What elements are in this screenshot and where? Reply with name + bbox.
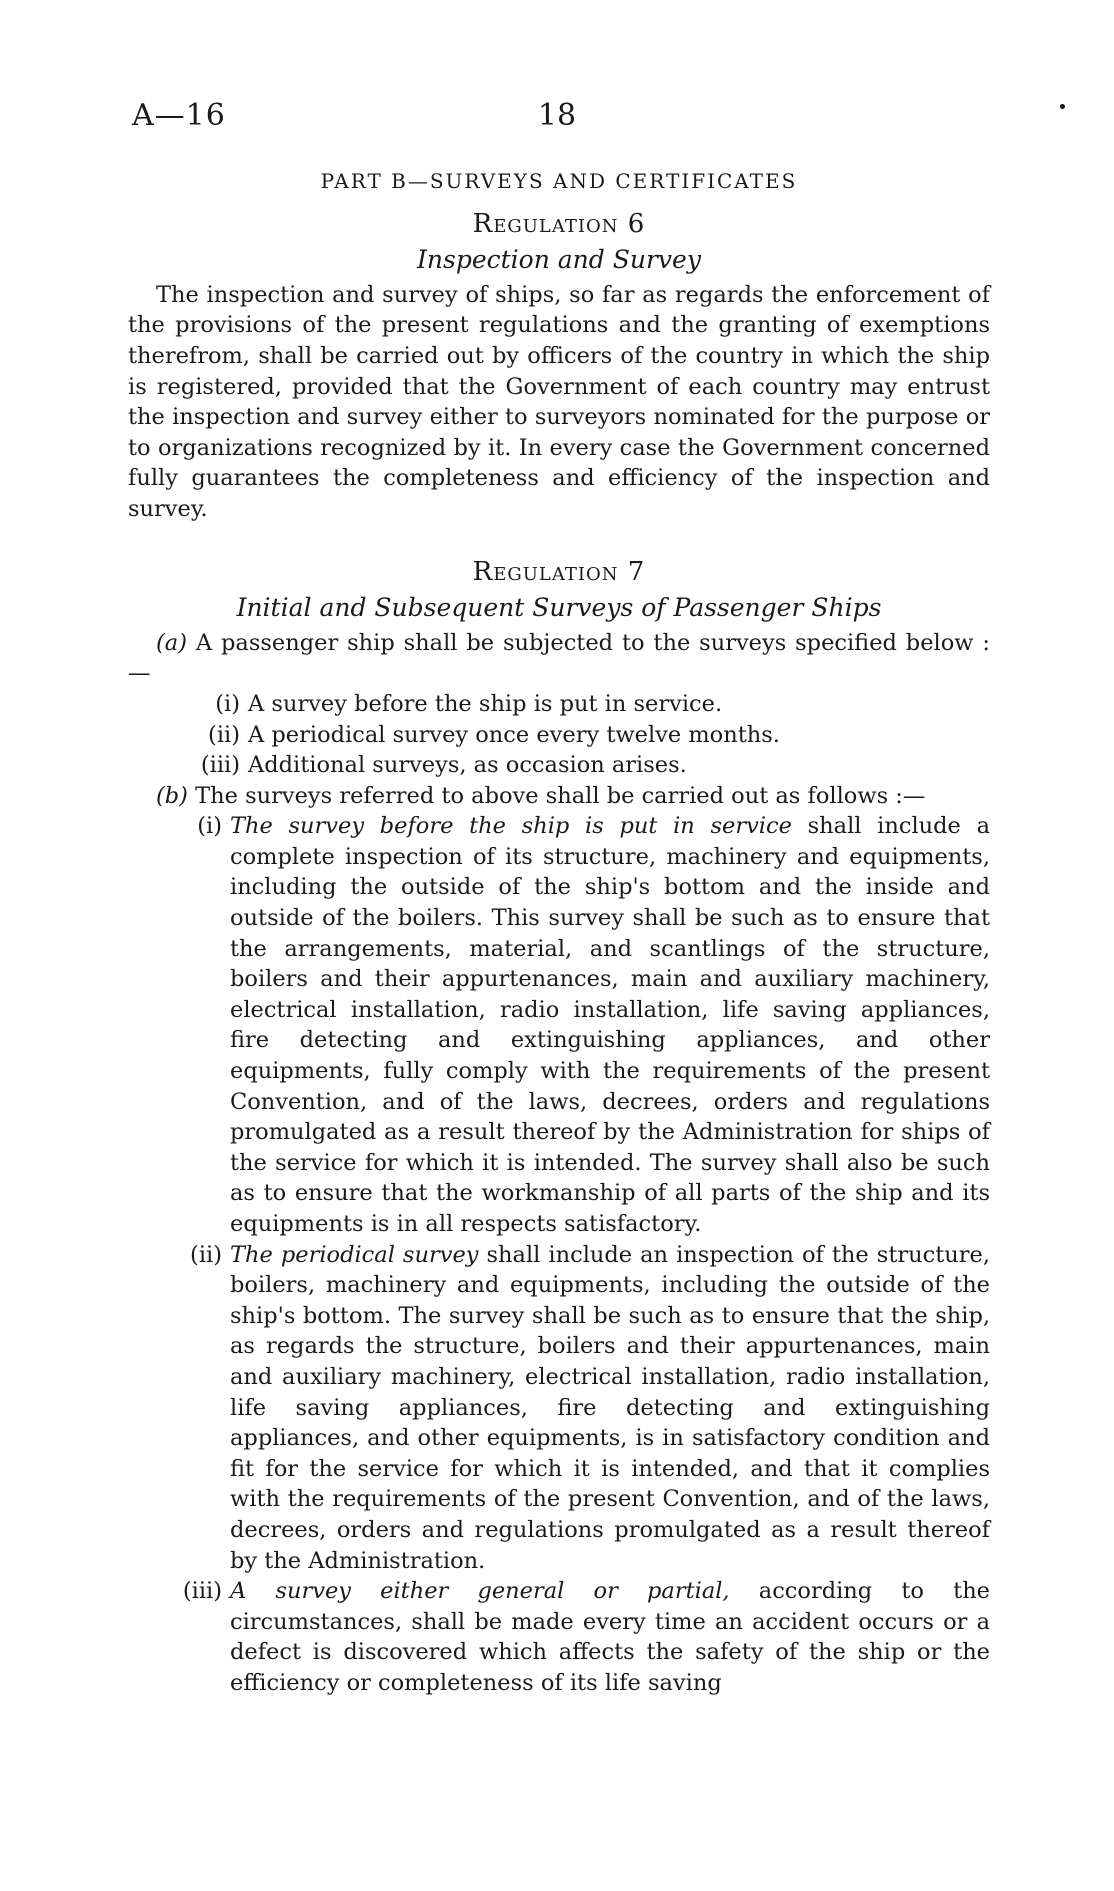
list-item-body [230, 811, 990, 1239]
para-a-label: (a) [156, 629, 187, 656]
list-item-number: (ii) [208, 721, 240, 748]
list-item-lead: The periodical survey [230, 1241, 479, 1268]
page-content [128, 166, 990, 1699]
para-b-label: (b) [156, 782, 188, 809]
list-item-text: shall include a complete inspection of its structure, machinery and equipments, including the outside of the ship's bottom and the inside and outside of the boilers. This survey shall be such as to ensure that the arrangements, material, and scantlings of the structure, boilers and their appurtenances, main and auxiliary machinery, electrical installation, radio installation, life saving appliances, fire detecting and extinguishing appliances, and other equipments, fully comply with the requirements of the present Convention, and of the laws, decrees, orders and regulations promulgated as a result thereof by the Administration for ships of the service for which it is intended. The survey shall also be such as to ensure that the workmanship of all parts of the ship and its equipments is in all respects satisfactory. [230, 813, 990, 1237]
list-item [128, 1240, 990, 1577]
list-item [128, 1576, 990, 1698]
regulation-7-title: Regulation 7 [472, 556, 646, 587]
regulation-7-para-a [128, 628, 990, 689]
list-item-number: (iii) [182, 1578, 222, 1605]
list-item-text: shall include an inspection of the structure, boilers, machinery and equipments, including the outside of the ship's bottom. The survey shall be such as to ensure that the ship, as regards the structure, boilers and their appurtenances, main and auxiliary machinery, electrical installation, radio installation, life saving appliances, fire detecting and extinguishing appliances, and other equipments, is in satisfactory condition and fit for the service for which it is intended, and that it complies with the requirements of the present Convention, and of the laws, decrees, orders and regulations promulgated as a result thereof by the Administration. [230, 1241, 990, 1574]
list-item-number: (iii) [200, 752, 240, 779]
list-item-text: A periodical survey once every twelve months. [248, 721, 780, 748]
list-item-lead: The survey before the ship is put in service [230, 813, 792, 840]
regulation-6-paragraph: The inspection and survey of ships, so far as regards the enforcement of the provisions of the present regulations and the granting of exemptions therefrom, shall be carried out by officers of the country in which the ship is registered, provided that the Government of each country may entrust the inspection and survey either to surveyors nominated for the purpose or to organizations recognized by it. In every case the Government concerned fully guarantees the completeness and efficiency of the inspection and survey. [128, 281, 990, 522]
list-item-text: A survey before the ship is put in service. [248, 690, 723, 717]
list-item [128, 750, 990, 781]
list-item-number: (i) [197, 813, 222, 840]
list-item-text: according to the circumstances, shall be made every time an accident occurs or a defect is discovered which affects the safety of the ship or the efficiency or completeness of its life saving [230, 1578, 990, 1696]
para-a-text: A passenger ship shall be subjected to the surveys specified below :— [128, 629, 990, 687]
para-b-text: The surveys referred to above shall be carried out as follows :— [195, 782, 926, 809]
regulation-6-title: Regulation 6 [472, 208, 646, 239]
document-code: A—16 [132, 98, 226, 133]
survey-details-list [128, 811, 990, 1698]
regulation-7-para-b [128, 781, 990, 812]
list-item-body [230, 1240, 990, 1577]
list-item-number: (i) [215, 690, 240, 717]
list-item [128, 689, 990, 720]
surveys-list [128, 689, 990, 781]
regulation-7-subtitle: Initial and Subsequent Surveys of Passenger Ships [236, 593, 882, 623]
part-title: PART B—SURVEYS AND CERTIFICATES [320, 169, 798, 193]
list-item [128, 811, 990, 1239]
section-gap [128, 525, 990, 557]
list-item-text: Additional surveys, as occasion arises. [248, 752, 687, 779]
page-number: 18 [537, 98, 577, 133]
margin-dot [1060, 104, 1065, 109]
regulation-6-subtitle: Inspection and Survey [417, 245, 701, 275]
list-item [128, 720, 990, 751]
list-item-lead: A survey either general or partial, [230, 1578, 730, 1605]
list-item-body [230, 1576, 990, 1698]
list-item-number: (ii) [190, 1241, 222, 1268]
